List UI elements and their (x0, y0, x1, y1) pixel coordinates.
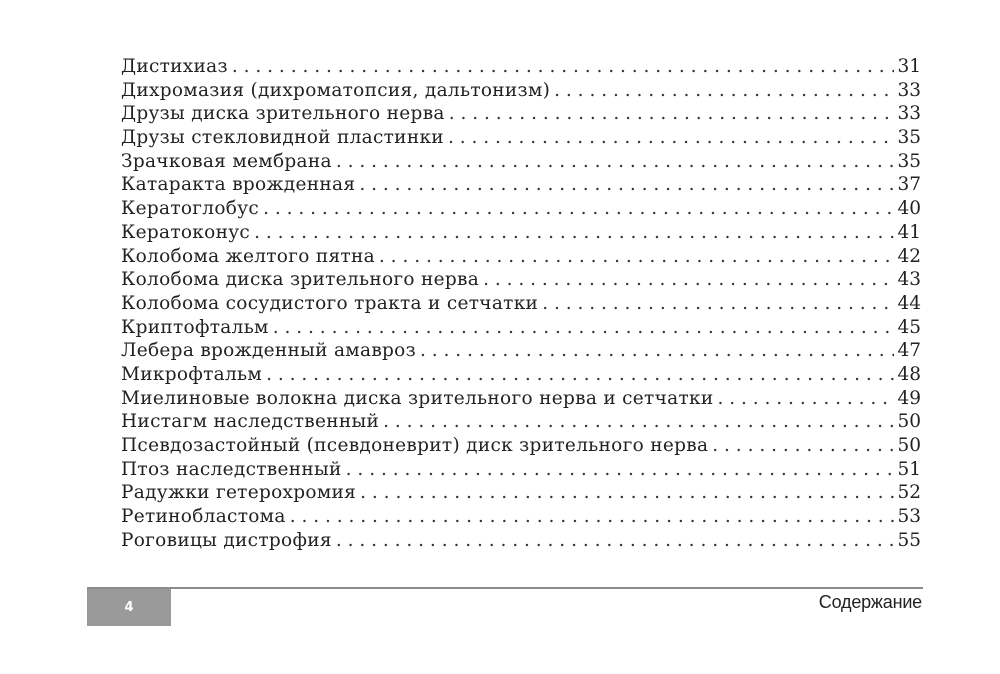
running-footer-title: Содержание (818, 592, 922, 612)
toc-entry-title: Ретинобластома (121, 506, 286, 528)
toc-entry-title: Зрачковая мембрана (121, 150, 332, 172)
table-of-contents (121, 55, 921, 552)
dot-leader (273, 316, 895, 340)
dot-leader (360, 481, 894, 505)
toc-entry-page: 51 (897, 458, 921, 480)
toc-entry-title: Роговицы дистрофия (121, 529, 332, 551)
toc-entry (121, 197, 921, 221)
toc-entry-title: Колобома диска зрительного нерва (121, 269, 480, 291)
dot-leader (346, 458, 895, 482)
toc-entry (121, 268, 921, 292)
toc-entry-title: Кератоглобус (121, 198, 260, 220)
toc-entry (121, 410, 921, 434)
toc-entry (121, 150, 921, 174)
toc-entry-page: 55 (897, 529, 921, 551)
toc-entry-page: 53 (897, 506, 921, 528)
toc-entry (121, 292, 921, 316)
toc-entry-page: 47 (897, 340, 921, 362)
toc-entry-page: 50 (897, 435, 921, 456)
page-number: 4 (124, 600, 134, 615)
toc-entry-title: Колобома сосудистого тракта и сетчатки (121, 292, 539, 314)
toc-entry (121, 339, 921, 363)
dot-leader (266, 363, 894, 387)
toc-entry (121, 316, 921, 340)
toc-entry (121, 55, 921, 79)
dot-leader (420, 339, 894, 363)
dot-leader (483, 268, 894, 292)
toc-entry-title: Дихромазия (дихроматопсия, дальтонизм) (121, 79, 551, 101)
dot-leader (254, 221, 894, 245)
toc-entry-page: 42 (897, 245, 921, 267)
dot-leader (290, 505, 895, 529)
toc-entry-title: Радужки гетерохромия (121, 482, 357, 504)
dot-leader (448, 126, 895, 150)
toc-entry-title: Миелиновые волокна диска зрительного нерва и сетчатки (121, 387, 714, 409)
dot-leader (263, 197, 894, 221)
dot-leader (336, 529, 895, 553)
toc-entry (121, 79, 921, 103)
toc-entry (121, 363, 921, 387)
toc-entry-title: Нистагм наследственный (121, 411, 380, 433)
toc-entry-title: Колобома желтого пятна (121, 245, 375, 267)
toc-entry-title: Кератоконус (121, 221, 251, 243)
toc-entry (121, 529, 921, 553)
dot-leader (542, 292, 894, 316)
toc-entry (121, 434, 921, 458)
toc-entry (121, 102, 921, 126)
toc-entry (121, 481, 921, 505)
toc-entry-page: 35 (897, 150, 921, 172)
toc-entry-title: Дистихиаз (121, 56, 228, 77)
toc-entry-page: 48 (897, 363, 921, 385)
toc-entry-page: 44 (897, 292, 921, 314)
dot-leader (359, 173, 894, 197)
toc-entry (121, 126, 921, 150)
toc-entry (121, 245, 921, 269)
dot-leader (449, 102, 895, 126)
toc-entry-title: Псевдозастойный (псевдоневрит) диск зрительного нерва (121, 435, 709, 456)
toc-entry-page: 37 (897, 174, 921, 196)
dot-leader (379, 245, 895, 269)
toc-entry-page: 45 (897, 316, 921, 338)
dot-leader (554, 79, 894, 103)
dot-leader (383, 410, 894, 434)
toc-entry-title: Микрофтальм (121, 363, 263, 385)
footer-divider (87, 587, 923, 589)
toc-entry-title: Катаракта врожденная (121, 174, 356, 196)
toc-entry-page: 52 (897, 482, 921, 504)
toc-entry-page: 33 (897, 79, 921, 101)
toc-entry (121, 458, 921, 482)
page-number-tab (87, 589, 171, 626)
toc-entry-title: Друзы стекловидной пластинки (121, 127, 444, 149)
dot-leader (336, 150, 895, 174)
toc-entry-title: Птоз наследственный (121, 458, 342, 480)
toc-entry (121, 505, 921, 529)
toc-entry-page: 33 (897, 103, 921, 125)
toc-entry (121, 221, 921, 245)
toc-entry-title: Лебера врожденный амавроз (121, 340, 417, 362)
toc-entry (121, 387, 921, 411)
toc-entry-page: 40 (897, 198, 921, 220)
toc-entry-page: 31 (897, 56, 921, 77)
dot-leader (717, 387, 894, 411)
toc-entry-page: 41 (897, 221, 921, 243)
toc-entry-page: 50 (897, 411, 921, 433)
toc-entry-page: 35 (897, 127, 921, 149)
toc-entry (121, 173, 921, 197)
dot-leader (712, 434, 894, 458)
toc-entry-page: 43 (897, 269, 921, 291)
dot-leader (232, 55, 895, 79)
toc-entry-title: Криптофтальм (121, 316, 269, 338)
toc-entry-title: Друзы диска зрительного нерва (121, 103, 445, 125)
toc-entry-page: 49 (897, 387, 921, 409)
